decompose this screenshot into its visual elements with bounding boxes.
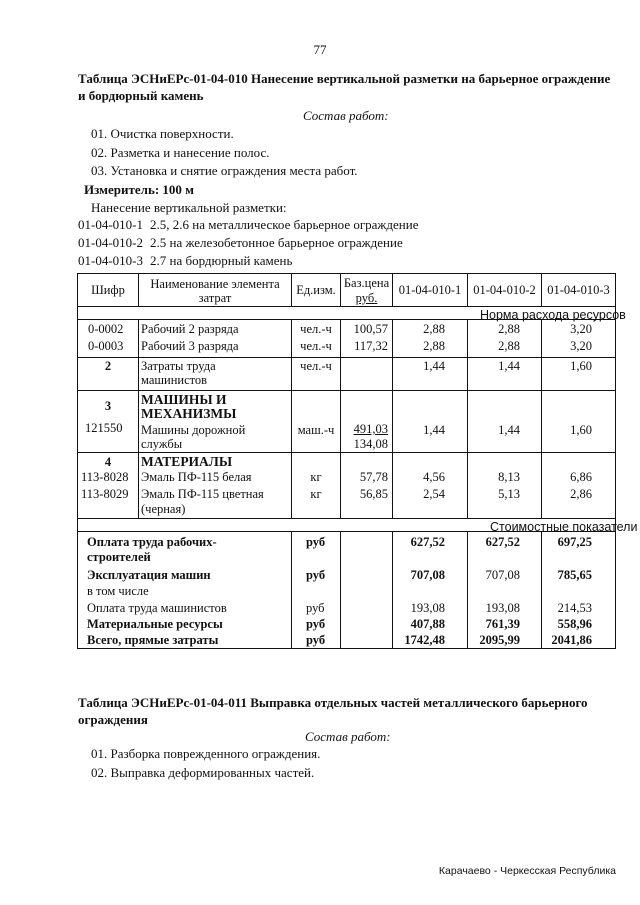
row-price: 56,85 xyxy=(359,487,388,501)
cost-value: 1742,48 xyxy=(404,633,445,647)
row-value: 2,88 xyxy=(423,322,445,336)
table2-title: Таблица ЭСНиЕРс-01-04-011 Выправка отдельных частей металлического барьерного ограждения xyxy=(78,695,588,727)
row-name: Эмаль ПФ-115 белая xyxy=(141,470,252,484)
row-value: 8,13 xyxy=(498,470,520,484)
section-title: МЕХАНИЗМЫ xyxy=(141,406,237,421)
work-item: 02. Разметка и нанесение полос. xyxy=(91,145,270,160)
header-col2: 01-04-010-2 xyxy=(473,283,536,297)
row-value: 1,60 xyxy=(570,359,592,373)
row-name: (черная) xyxy=(141,502,186,516)
work-item: 01. Очистка поверхности. xyxy=(91,126,234,141)
cost-value: 2041,86 xyxy=(551,633,592,647)
cost-name: строителей xyxy=(87,550,151,564)
section-title: МАТЕРИАЛЫ xyxy=(141,454,233,469)
header-col1: 01-04-010-1 xyxy=(398,283,462,297)
row-name: Машины дорожной xyxy=(141,423,246,437)
measure: Измеритель: 100 м xyxy=(84,182,195,197)
cost-value: 2095,99 xyxy=(479,633,520,647)
work-item: 01. Разборка поврежденного ограждения. xyxy=(91,746,321,761)
row-price: 117,32 xyxy=(354,339,388,353)
work-heading: Состав работ: xyxy=(305,729,391,744)
row-value: 1,60 xyxy=(570,423,592,437)
row-value: 5,13 xyxy=(498,487,520,501)
cost-label: Стоимостные показатели xyxy=(490,520,638,534)
row-name: службы xyxy=(141,437,183,451)
cost-unit: руб xyxy=(306,535,326,549)
cost-value: 707,08 xyxy=(410,568,445,582)
cost-value: 627,52 xyxy=(410,535,445,549)
cost-name: Оплата труда рабочих- xyxy=(87,535,217,549)
section-title: МАШИНЫ И xyxy=(141,392,227,407)
cost-value: 785,65 xyxy=(557,568,592,582)
section-code: 3 xyxy=(104,399,112,413)
header-code: Шифр xyxy=(91,283,125,297)
row-value: 6,86 xyxy=(570,470,592,484)
header-unit: Ед.изм. xyxy=(296,283,336,297)
row-unit: маш.-ч xyxy=(297,423,335,437)
cost-value: 697,25 xyxy=(557,535,592,549)
cost-value: 193,08 xyxy=(485,601,520,615)
row-value: 3,20 xyxy=(570,339,592,353)
work-item: 02. Выправка деформированных частей. xyxy=(91,765,315,780)
row-name: машинистов xyxy=(141,373,208,387)
cost-value: 214,53 xyxy=(557,601,592,615)
code-desc: 2.5, 2.6 на металлическое барьерное ограждение xyxy=(150,217,419,232)
row-price: 134,08 xyxy=(353,437,388,451)
row-value: 4,56 xyxy=(423,470,445,484)
page-number: 77 xyxy=(313,42,327,57)
row-price: 100,57 xyxy=(353,322,388,336)
row-value: 1,44 xyxy=(423,423,445,437)
cost-value: 707,08 xyxy=(485,568,520,582)
cost-name: Оплата труда машинистов xyxy=(87,601,227,615)
row-value: 1,44 xyxy=(498,423,520,437)
row-value: 1,44 xyxy=(498,359,520,373)
cost-name: Материальные ресурсы xyxy=(87,617,223,631)
header-name: затрат xyxy=(198,291,232,305)
header-price: руб. xyxy=(355,291,378,305)
row-unit: чел.-ч xyxy=(300,322,332,336)
cost-note: в том числе xyxy=(87,584,149,598)
table-row: 113-8028 xyxy=(81,470,129,484)
table-row: 0-0003 xyxy=(88,339,124,353)
table-row: 121550 xyxy=(85,421,123,435)
section-code: 4 xyxy=(104,455,112,469)
cost-unit: руб xyxy=(306,601,325,615)
cost-unit: руб xyxy=(306,617,326,631)
code-desc: 2.5 на железобетонное барьерное ограждение xyxy=(150,235,403,250)
code-id: 01-04-010-1 xyxy=(78,217,143,232)
work-item: 03. Установка и снятие ограждения места работ. xyxy=(91,163,358,178)
footer-region: Карачаево - Черкесская Республика xyxy=(438,865,616,877)
cost-name: Эксплуатация машин xyxy=(87,568,211,582)
row-value: 2,86 xyxy=(570,487,592,501)
row-name: Рабочий 2 разряда xyxy=(141,322,239,336)
row-value: 2,88 xyxy=(423,339,445,353)
table-row: 2 xyxy=(104,359,112,373)
row-name: Рабочий 3 разряда xyxy=(141,339,239,353)
code-desc: 2.7 на бордюрный камень xyxy=(150,253,293,268)
cost-value: 761,39 xyxy=(485,617,520,631)
row-name: Затраты труда xyxy=(141,359,216,373)
norm-label: Норма расхода ресурсов xyxy=(480,308,626,322)
row-value: 2,88 xyxy=(498,322,520,336)
row-value: 1,44 xyxy=(423,359,445,373)
row-value: 3,20 xyxy=(570,322,592,336)
header-col3: 01-04-010-3 xyxy=(547,283,610,297)
cost-name: Всего, прямые затраты xyxy=(87,633,219,647)
row-unit: кг xyxy=(310,470,322,484)
row-price: 491,03 xyxy=(353,422,388,436)
table-row: 113-8029 xyxy=(81,487,129,501)
row-unit: кг xyxy=(310,487,322,501)
header-price: Баз.цена xyxy=(343,276,390,290)
row-name: Эмаль ПФ-115 цветная xyxy=(141,487,264,501)
cost-value: 627,52 xyxy=(485,535,520,549)
table-title: Таблица ЭСНиЕРс-01-04-010 Нанесение вертикальной разметки на барьерное ограждение и бордюрный камень xyxy=(78,71,611,103)
cost-value: 193,08 xyxy=(410,601,445,615)
work-heading: Состав работ: xyxy=(303,108,389,123)
row-value: 2,54 xyxy=(423,487,445,501)
cost-unit: руб xyxy=(306,568,326,582)
cost-value: 558,96 xyxy=(557,617,592,631)
code-id: 01-04-010-2 xyxy=(78,235,143,250)
cost-value: 407,88 xyxy=(410,617,445,631)
code-id: 01-04-010-3 xyxy=(78,253,143,268)
markup-heading: Нанесение вертикальной разметки: xyxy=(91,200,287,215)
row-unit: чел.-ч xyxy=(300,339,332,353)
row-value: 2,88 xyxy=(498,339,520,353)
cost-unit: руб xyxy=(306,633,326,647)
row-price: 57,78 xyxy=(359,470,388,484)
table-row: 0-0002 xyxy=(88,322,124,336)
header-name: Наименование элемента xyxy=(150,277,280,291)
row-unit: чел.-ч xyxy=(300,359,332,373)
